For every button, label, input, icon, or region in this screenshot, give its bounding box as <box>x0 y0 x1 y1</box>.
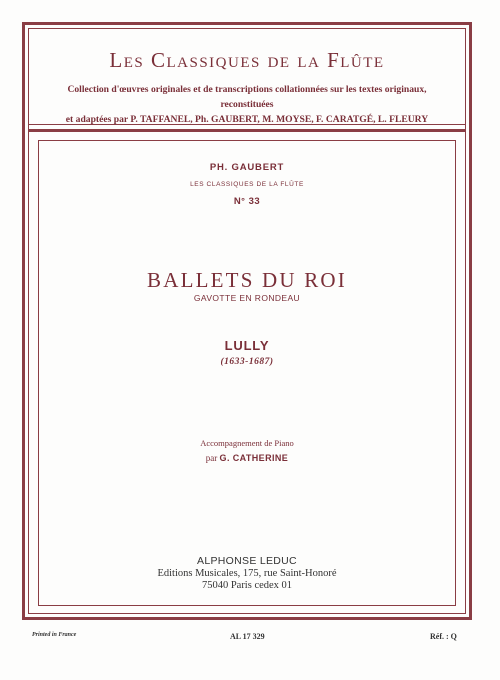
composer-dates: (1633-1687) <box>220 357 274 367</box>
edition-author: PH. GAUBERT <box>209 162 285 173</box>
edition-subseries: LES CLASSIQUES DE LA FLÛTE <box>190 181 304 188</box>
series-description-line-2: et adaptées par P. TAFFANEL, Ph. GAUBERT, M. MOYSE, F. CARATGÉ, L. FLEURY <box>65 114 429 125</box>
series-title: Les Classiques de la Flûte <box>109 48 385 72</box>
edition-number: N° 33 <box>233 196 261 207</box>
accompaniment-by: par <box>205 453 218 463</box>
reference-code: Réf. : Q <box>430 632 457 641</box>
header-divider-thick <box>28 129 466 132</box>
accompaniment-label: Accompagnement de Piano <box>200 438 294 448</box>
arranger-name: G. CATHERINE <box>219 453 289 463</box>
work-title: BALLETS DU ROI <box>147 268 347 292</box>
accompaniment-arranger <box>38 453 456 463</box>
composer-name: LULLY <box>224 338 270 353</box>
publisher-name: ALPHONSE LEDUC <box>197 555 297 567</box>
printed-in-note: Printed in France <box>32 632 77 638</box>
work-subtitle: GAVOTTE EN RONDEAU <box>193 293 301 303</box>
series-description-line-1: Collection d'œuvres originales et de transcriptions collationnées sur les textes originaux, reconstituées <box>67 84 427 110</box>
publisher-block <box>38 555 456 593</box>
catalog-code: AL 17 329 <box>230 632 265 641</box>
title-panel-border <box>38 140 456 606</box>
series-description <box>40 82 454 127</box>
publisher-address-line-2: 75040 Paris cedex 01 <box>201 580 293 591</box>
publisher-address-line-1: Editions Musicales, 175, rue Saint-Honoré <box>157 567 337 579</box>
